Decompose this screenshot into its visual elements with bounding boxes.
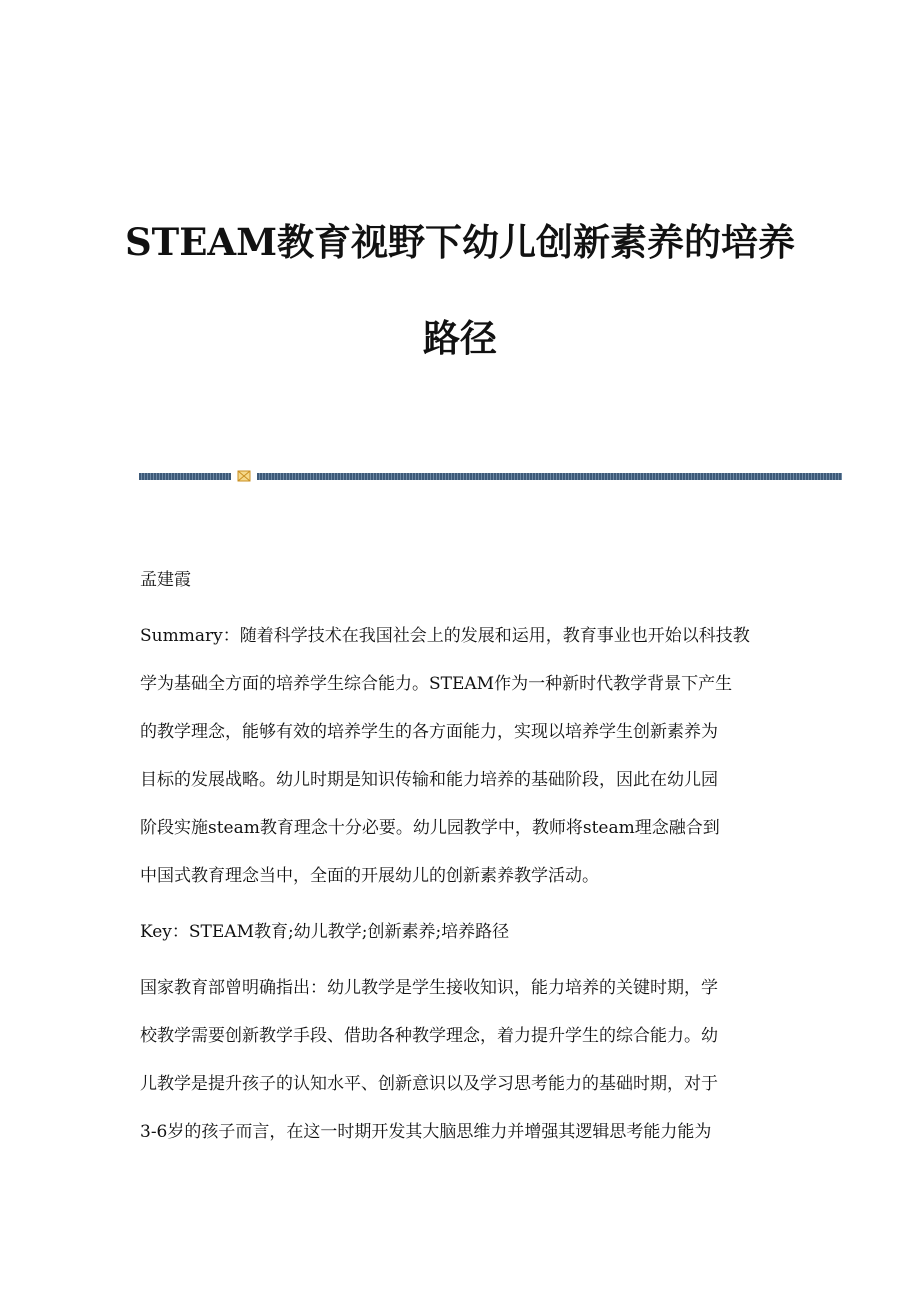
divider-bar-right	[257, 473, 842, 480]
title-line-1: STEAM教育视野下幼儿创新素养的培养	[124, 220, 796, 264]
divider-bar-left	[139, 473, 231, 480]
body-line: 3-6岁的孩子而言，在这一时期开发其大脑思维力并增强其逻辑思考能力能为	[140, 1122, 712, 1142]
summary-line: 中国式教育理念当中，全面的开展幼儿的创新素养教学活动。	[140, 866, 599, 886]
summary-line: 阶段实施steam教育理念十分必要。幼儿园教学中，教师将steam理念融合到	[140, 818, 720, 838]
summary-line: 学为基础全方面的培养学生综合能力。STEAM作为一种新时代教学背景下产生	[140, 674, 733, 694]
keywords-line: Key：STEAM教育;幼儿教学;创新素养;培养路径	[140, 922, 510, 942]
body-line: 校教学需要创新教学手段、借助各种教学理念，着力提升学生的综合能力。幼	[140, 1026, 718, 1046]
summary-line: 目标的发展战略。幼儿时期是知识传输和能力培养的基础阶段，因此在幼儿园	[140, 770, 718, 790]
body-line: 儿教学是提升孩子的认知水平、创新意识以及学习思考能力的基础时期，对于	[140, 1074, 718, 1094]
title-divider	[139, 470, 842, 482]
body-line: 国家教育部曾明确指出：幼儿教学是学生接收知识，能力培养的关键时期，学	[140, 978, 718, 998]
summary-line: 的教学理念，能够有效的培养学生的各方面能力，实现以培养学生创新素养为	[140, 722, 718, 742]
title-line-2: 路径	[423, 316, 497, 360]
author-name: 孟建霞	[140, 570, 191, 590]
summary-line: Summary：随着科学技术在我国社会上的发展和运用，教育事业也开始以科技教	[140, 626, 750, 646]
diamond-ornament-icon	[237, 470, 251, 482]
